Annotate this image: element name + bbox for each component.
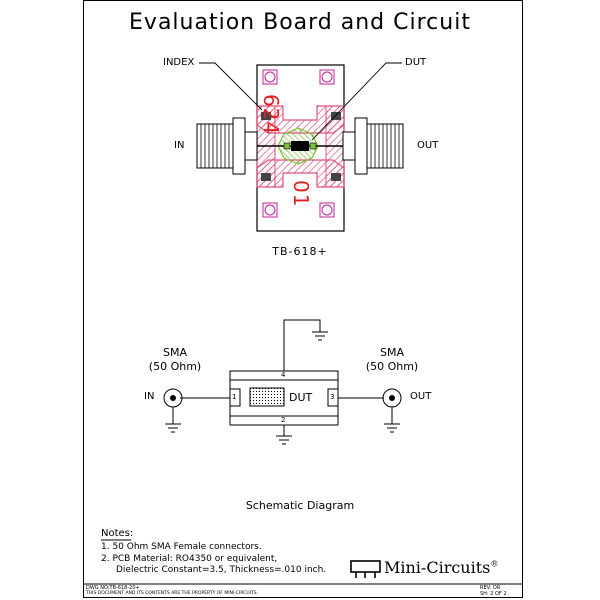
sma-symbol-right: [383, 389, 401, 432]
board-out-label: OUT: [417, 140, 439, 151]
drawing-number: DWG NO:TB-618-20+: [86, 585, 140, 591]
sma-right-label: SMA: [380, 346, 404, 359]
top-ground-wire: [284, 320, 320, 371]
dut-pin: [284, 143, 290, 149]
dut-pin: [310, 143, 316, 149]
index-label: INDEX: [163, 57, 195, 68]
property-notice: THIS DOCUMENT AND ITS CONTENTS ARE THE PROPERTY OF MINI-CIRCUITS.: [86, 591, 259, 596]
board-code-bottom: 01: [289, 180, 313, 208]
board-code-top: 624: [259, 94, 283, 136]
schematic-in-label: IN: [144, 391, 155, 402]
sma-connector-left: [197, 118, 257, 174]
small-pad: [331, 173, 341, 181]
dut-component: [291, 141, 309, 151]
ground-symbol-bottom: [276, 436, 292, 444]
note-item-2-continued: Dielectric Constant=3.5, Thickness=.010 inch.: [116, 565, 327, 575]
note-item-2: 2. PCB Material: RO4350 or equivalent,: [101, 554, 278, 564]
sma-left-label: SMA: [163, 346, 187, 359]
revision-label: REV: OR: [480, 585, 501, 591]
schematic-caption: Schematic Diagram: [245, 499, 355, 512]
sma-symbol-left: [164, 389, 182, 432]
small-pad: [261, 173, 271, 181]
brand-logo-text: Mini-Circuits®: [384, 558, 499, 577]
schematic-dut-label: DUT: [289, 391, 313, 404]
dut-label: DUT: [405, 57, 427, 68]
notes-heading: Notes:: [101, 528, 134, 539]
pin-label-right: 3: [330, 393, 335, 401]
pin-label-left: 1: [232, 393, 237, 401]
pin-label-top: 4: [281, 371, 286, 379]
index-leader-line: [199, 63, 262, 110]
ohm-left-label: (50 Ohm): [148, 360, 202, 373]
chip-logo-icon: [351, 561, 380, 578]
schematic-diagram: [164, 320, 401, 444]
pin-label-bottom: 2: [281, 416, 286, 424]
schematic-out-label: OUT: [410, 391, 432, 402]
sheet-label: SH: 2 OF 2: [480, 591, 507, 597]
board-in-label: IN: [174, 140, 185, 151]
ground-symbol-top: [312, 332, 328, 340]
note-item-1: 1. 50 Ohm SMA Female connectors.: [101, 542, 262, 552]
board-caption: TB-618+: [272, 245, 328, 258]
ohm-right-label: (50 Ohm): [365, 360, 419, 373]
sma-connector-right: [343, 118, 403, 174]
page-title: Evaluation Board and Circuit: [129, 10, 471, 35]
